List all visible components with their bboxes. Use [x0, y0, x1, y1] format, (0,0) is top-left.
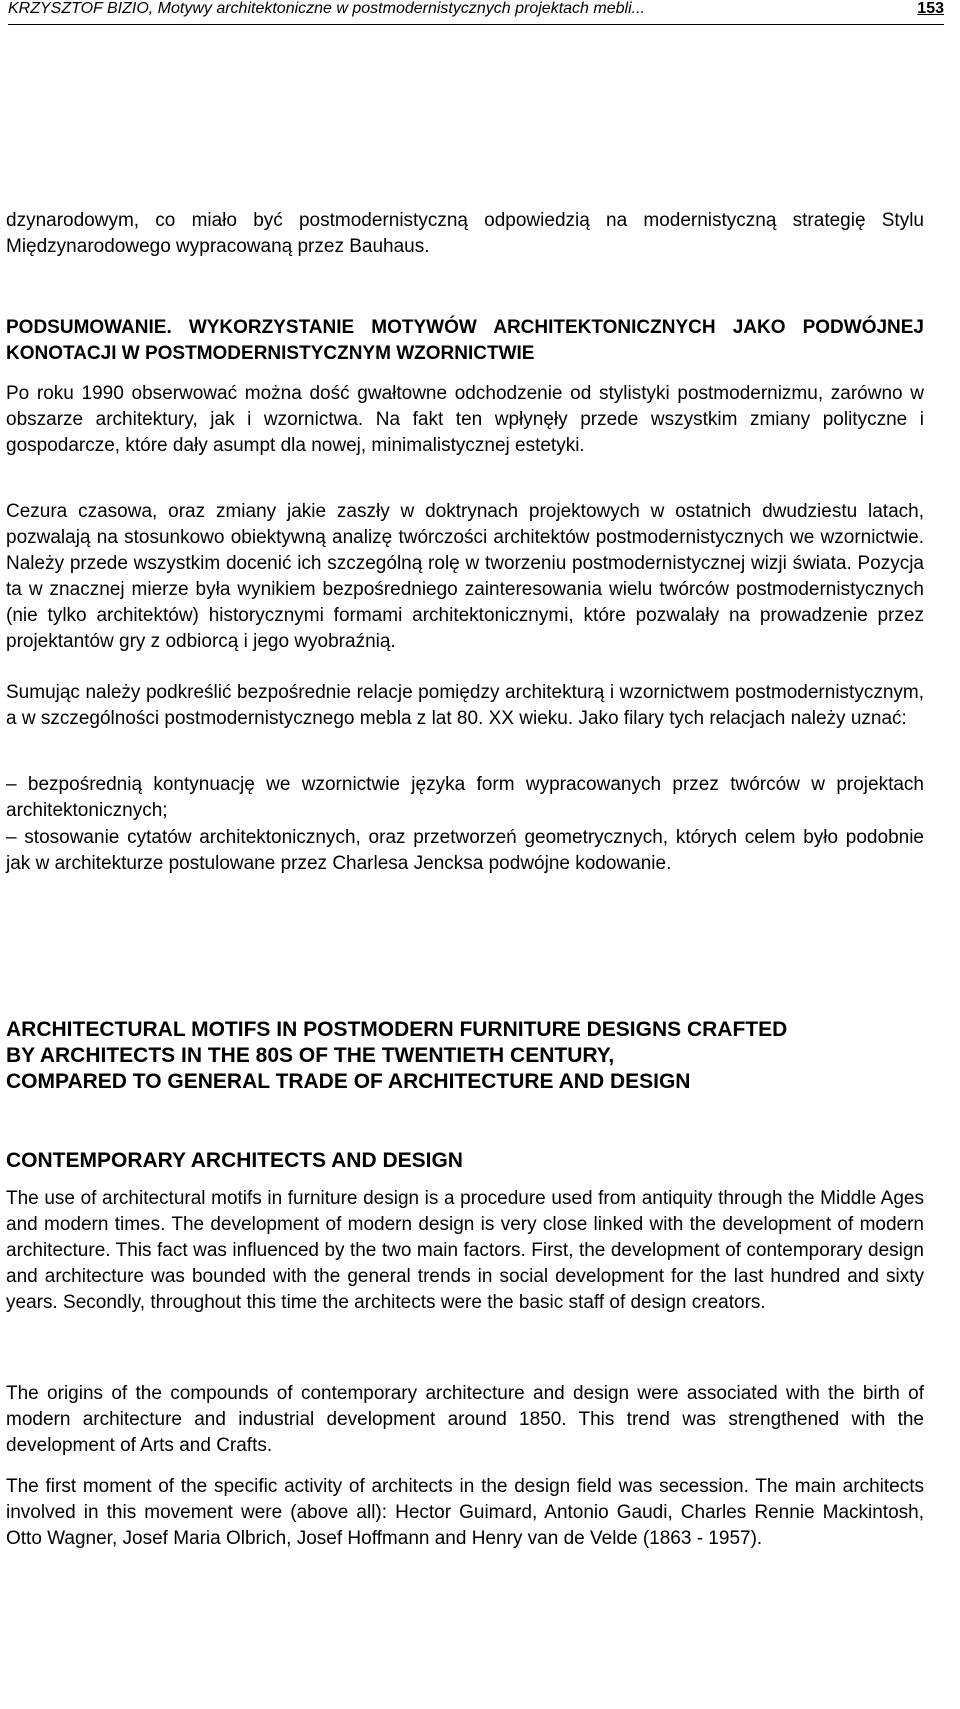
summary-list-item-1: – bezpośrednią kontynuację we wzornictwie języka form wypracowanych przez twórców w projektach architektonicznych; — [6, 774, 924, 821]
english-paragraph-3: The first moment of the specific activity of architects in the design field was secession. The main architects involved in this movement were (above all): Hector Guimard, Antonio Gaudi, Charles Rennie Mackintosh, Otto Wagner, Josef Maria Olbrich, Josef Hoffmann and Henry van de Velde (1863 - 1957). — [6, 1476, 924, 1549]
english-title-line-3: COMPARED TO GENERAL TRADE OF ARCHITECTURE AND DESIGN — [6, 1070, 691, 1093]
summary-list-item-2: – stosowanie cytatów architektonicznych, oraz przetworzeń geometrycznych, których celem było podobnie jak w architekturze postulowane przez Charlesa Jencksa podwójne kodowanie. — [6, 827, 924, 874]
english-paragraph-1: The use of architectural motifs in furniture design is a procedure used from antiquity through the Middle Ages and modern times. The development of modern design is very close linked with the development of modern architecture. This fact was influenced by the two main factors. First, the development of contemporary design and architecture was bounded with the general trends in social development for the last hundred and sixty years. Secondly, throughout this time the architects were the basic staff of design creators. — [6, 1188, 924, 1313]
running-title: KRZYSZTOF BIZIO, Motywy architektoniczne w postmodernistycznych projektach mebli... — [8, 0, 645, 17]
summary-heading: PODSUMOWANIE. WYKORZYSTANIE MOTYWÓW ARCHITEKTONICZNYCH JAKO PODWÓJNEJ KONOTACJI W POSTMODERNISTYCZNYM WZORNICTWIE — [6, 317, 924, 364]
english-title-line-1: ARCHITECTURAL MOTIFS IN POSTMODERN FURNITURE DESIGNS CRAFTED — [6, 1018, 788, 1041]
summary-paragraph-1: Po roku 1990 obserwować można dość gwałtowne odchodzenie od stylistyki postmodernizmu, zarówno w obszarze architektury, jak i wzornictwa. Na fakt ten wpłynęły przede wszystkim zmiany polityczne i gospodarcze, które dały asumpt dla nowej, minimalistycznej estetyki. — [6, 383, 924, 456]
continuation-paragraph: dzynarodowym, co miało być postmodernistyczną odpowiedzią na modernistyczną strategię Stylu Międzynarodowego wypracowaną przez Bauhaus. — [6, 210, 924, 257]
english-paragraph-2: The origins of the compounds of contemporary architecture and design were associated with the birth of modern architecture and industrial development around 1850. This trend was strengthened with the development of Arts and Crafts. — [6, 1383, 924, 1456]
summary-paragraph-2: Cezura czasowa, oraz zmiany jakie zaszły w doktrynach projektowych w ostatnich dwudziestu latach, pozwalają na stosunkowo obiektywną analizę twórczości architektów postmodernistycznych we wzornictwie. Należy przede wszystkim docenić ich szczególną rolę w tworzeniu postmodernistycznej wizji świata. Pozycja ta w znacznej mierze była wynikiem bezpośredniego zainteresowania wielu twórców postmodernistycznych (nie tylko architektów) historycznymi formami architektonicznymi, które pozwalały na prowadzenie przez projektantów gry z odbiorcą i jego wyobraźnią. — [6, 501, 924, 652]
english-section-heading: CONTEMPORARY ARCHITECTS AND DESIGN — [6, 1149, 463, 1172]
english-title-line-2: BY ARCHITECTS IN THE 80S OF THE TWENTIETH CENTURY, — [6, 1044, 615, 1067]
summary-paragraph-3: Sumując należy podkreślić bezpośrednie relacje pomiędzy architekturą i wzornictwem postmodernistycznym, a w szczególności postmodernistycznego mebla z lat 80. XX wieku. Jako filary tych relacjach należy uznać: — [6, 682, 924, 729]
running-header — [8, 0, 944, 25]
english-title — [6, 1017, 924, 1095]
page-number: 153 — [917, 0, 944, 17]
